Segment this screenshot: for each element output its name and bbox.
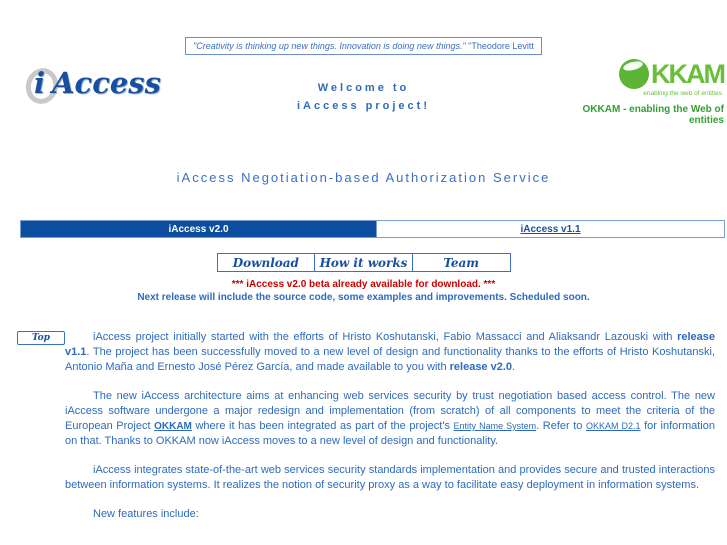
okkam-wordmark: KKAM — [651, 59, 724, 89]
okkam-logo-block — [554, 58, 724, 126]
okkam-project-link[interactable]: OKKAM — [154, 421, 192, 432]
paragraph-architecture: The new iAccess architecture aims at enhancing web services security by trust negotiation based access control. The new iAccess software undergone a major redesign and implementation (from scratch) of all components to meet the criteria of the European Project OKKAM where it has been integrated as part of the project's Entity Name System. Refer to OKKAM D2.1 for information on that. Thanks to OKKAM now iAccess moves to a new level of design and functionality. — [65, 390, 715, 447]
iaccess-logo-i: i — [34, 66, 46, 100]
okkam-caption-link[interactable]: OKKAM - enabling the Web of entities — [582, 104, 724, 126]
entity-name-system-link[interactable]: Entity Name System — [453, 421, 537, 431]
tab-iaccess-v1[interactable] — [376, 221, 724, 237]
tab-iaccess-v2[interactable]: iAccess v2.0 — [21, 221, 376, 237]
how-it-works-button[interactable]: How it works — [314, 254, 412, 271]
okkam-o-icon — [619, 59, 649, 89]
release-v11-bold: release v1.1 — [65, 331, 715, 358]
nav-buttonbar — [217, 253, 511, 272]
okkam-tagline: enabling the web of entities — [643, 90, 722, 97]
iaccess-logo-access: Access — [52, 66, 161, 100]
quote-text: "Creativity is thinking up new things. Innovation is doing new things." — [193, 41, 466, 51]
beta-announcement: *** iAccess v2.0 beta already available for download. *** — [231, 279, 496, 290]
top-button[interactable]: Top — [17, 331, 65, 345]
welcome-line1: Welcome to — [317, 82, 410, 94]
welcome-line2: iAccess project! — [297, 100, 430, 112]
paragraph-history: iAccess project initially started with the efforts of Hristo Koshutanski, Fabio Massacci and Aliaksandr Lazouski with release v1.1. The project has been successfully moved to a new level of design and functionality thanks to the efforts of Hristo Koshutanski, Antonio Maña and Ernesto José Pérez García, and made available to you with release v2.0. — [65, 331, 715, 373]
main-content — [0, 330, 727, 522]
page-title: iAccess Negotiation-based Authorization Service — [176, 170, 551, 185]
paragraph-integration: iAccess integrates state-of-the-art web services security standards implementation and provides secure and trusted interactions between information systems. It realizes the notion of security proxy as a way to facilitate easy deployment in information systems. — [65, 464, 715, 491]
quote-container — [0, 36, 727, 55]
release-v20-bold: release v2.0 — [449, 361, 513, 373]
quote-box — [185, 37, 542, 55]
quote-author: "Theodore Levitt — [465, 41, 534, 51]
download-button[interactable]: Download — [232, 255, 299, 270]
new-features-heading: New features include: — [93, 508, 199, 520]
okkam-d21-link[interactable]: OKKAM D2.1 — [586, 421, 641, 431]
next-release-announcement: Next release will include the source code, some examples and improvements. Scheduled soon. — [137, 292, 590, 303]
version-tabbar — [20, 220, 725, 238]
tab-iaccess-v1-label[interactable]: iAccess v1.1 — [520, 223, 581, 235]
team-button[interactable]: Team — [412, 254, 510, 271]
